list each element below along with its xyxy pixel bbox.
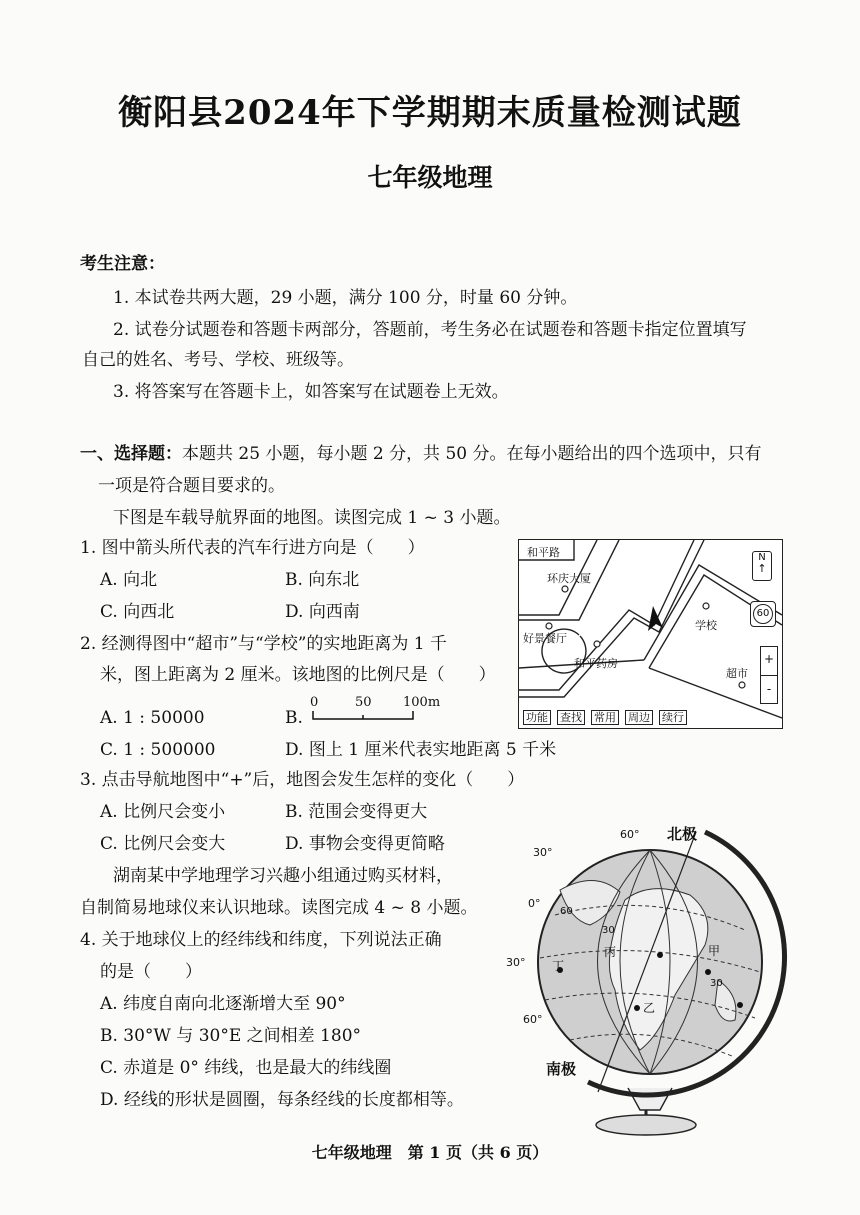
intro-4-8: 湖南某中学地理学习兴趣小组通过购买材料，	[113, 866, 453, 886]
q3-stem: 3. 点击导航地图中“+”后，地图会发生怎样的变化（ ）	[80, 770, 525, 790]
lat-label-0: 0°	[528, 897, 541, 910]
up-arrow-icon: ↑	[757, 562, 767, 575]
notice-item-2: 2. 试卷分试题卷和答题卡两部分，答题前，考生务必在试题卷和答题卡指定位置填写	[113, 320, 747, 340]
q3-option-a: A. 比例尺会变小	[100, 802, 226, 822]
lon-label-30b: 30	[710, 978, 723, 989]
q1-stem: 1. 图中箭头所代表的汽车行进方向是（ ）	[80, 538, 425, 558]
label-heping-pharmacy: 和平药房	[574, 657, 618, 670]
q1-option-a: A. 向北	[100, 570, 158, 590]
lat-label-60n: 60°	[620, 828, 640, 841]
q2-option-c: C. 1 : 500000	[100, 740, 216, 760]
q4-option-a: A. 纬度自南向北逐渐增大至 90°	[100, 994, 346, 1014]
q3-option-c: C. 比例尺会变大	[100, 834, 226, 854]
globe-graphic	[500, 820, 800, 1140]
label-haojing-restaurant: 好景餐厅	[523, 632, 567, 645]
q4-option-c: C. 赤道是 0° 纬线，也是最大的纬线圈	[100, 1058, 392, 1078]
q4-option-b: B. 30°W 与 30°E 之间相差 180°	[100, 1026, 362, 1046]
scale-label-50: 50	[355, 695, 372, 710]
nav-button-function[interactable]: 功能	[523, 710, 551, 725]
nav-button-frequent[interactable]: 常用	[591, 710, 619, 725]
lon-label-30: 30	[602, 925, 615, 936]
south-pole-label: 南极	[546, 1060, 577, 1078]
nav-button-continue[interactable]: 续行	[659, 710, 687, 725]
notice-item-2-cont: 自己的姓名、考号、学校、班级等。	[82, 350, 354, 370]
north-pole-label: 北极	[667, 825, 698, 843]
nav-button-nearby[interactable]: 周边	[625, 710, 653, 725]
q3-option-b: B. 范围会变得更大	[285, 802, 428, 822]
q2-stem: 2. 经测得图中“超市”与“学校”的实地距离为 1 千	[80, 634, 448, 654]
q2-stem-cont: 米，图上距离为 2 厘米。该地图的比例尺是（ ）	[100, 665, 496, 685]
q1-option-b: B. 向东北	[285, 570, 360, 590]
q1-option-d: D. 向西南	[285, 602, 360, 622]
label-supermarket: 超市	[726, 667, 748, 680]
speed-limit-value: 60	[753, 604, 773, 624]
q4-stem-cont: 的是（ ）	[100, 962, 202, 982]
label-huanqing-building: 环庆大厦	[547, 572, 591, 585]
point-jia: 甲	[708, 944, 721, 958]
section1-header	[80, 443, 762, 465]
lat-label-30s: 30°	[506, 956, 526, 969]
notice-item-3: 3. 将答案写在答题卡上，如答案写在试题卷上无效。	[113, 382, 509, 402]
q2-option-d: D. 图上 1 厘米代表实地距离 5 千米	[285, 740, 557, 760]
point-yi: 乙	[643, 1001, 656, 1015]
intro-4-8-cont: 自制简易地球仪来认识地球。读图完成 4 ~ 8 小题。	[80, 898, 478, 918]
label-school: 学校	[695, 619, 717, 632]
section1-heading: 一、选择题：	[80, 444, 182, 464]
lon-label-60: 60	[560, 906, 573, 917]
scale-label-0: 0	[310, 695, 319, 710]
q4-stem: 4. 关于地球仪上的经纬线和纬度，下列说法正确	[80, 930, 442, 950]
north-label: N	[758, 552, 766, 563]
intro-1-3: 下图是车载导航界面的地图。读图完成 1 ~ 3 小题。	[113, 508, 511, 528]
scale-label-100: 100m	[403, 695, 441, 710]
page-footer: 七年级地理 第 1 页（共 6 页）	[311, 1143, 549, 1162]
zoom-control[interactable]	[760, 646, 778, 704]
page-title: 衡阳县2024年下学期期末质量检测试题	[118, 93, 742, 133]
section1-desc: 本题共 25 小题，每小题 2 分，共 50 分。在每小题给出的四个选项中，只有	[182, 444, 762, 464]
q1-option-c: C. 向西北	[100, 602, 175, 622]
q2-scale-bar	[305, 693, 445, 723]
point-bing: 丙	[604, 945, 617, 959]
label-heping-road: 和平路	[527, 546, 560, 559]
speed-limit-sign	[750, 601, 776, 627]
lat-label-30n: 30°	[533, 846, 553, 859]
zoom-out-button[interactable]: -	[766, 682, 772, 696]
north-arrow-icon	[752, 551, 772, 581]
point-ding: 丁	[552, 959, 565, 973]
nav-button-search[interactable]: 查找	[557, 710, 585, 725]
section1-desc-cont: 一项是符合题目要求的。	[98, 476, 285, 496]
q3-option-d: D. 事物会变得更简略	[285, 834, 445, 854]
page-subtitle: 七年级地理	[367, 163, 493, 192]
q4-option-d: D. 经线的形状是圆圈，每条经线的长度都相等。	[100, 1090, 464, 1110]
zoom-in-button[interactable]: +	[761, 647, 777, 676]
q2-option-a: A. 1 : 50000	[100, 708, 205, 728]
notice-item-1: 1. 本试卷共两大题，29 小题，满分 100 分，时量 60 分钟。	[113, 288, 578, 308]
q2-option-b-prefix: B.	[285, 708, 303, 728]
lat-label-60s: 60°	[523, 1013, 543, 1026]
globe-figure	[500, 820, 800, 1140]
nav-map	[518, 539, 783, 729]
notice-heading: 考生注意：	[80, 254, 165, 274]
